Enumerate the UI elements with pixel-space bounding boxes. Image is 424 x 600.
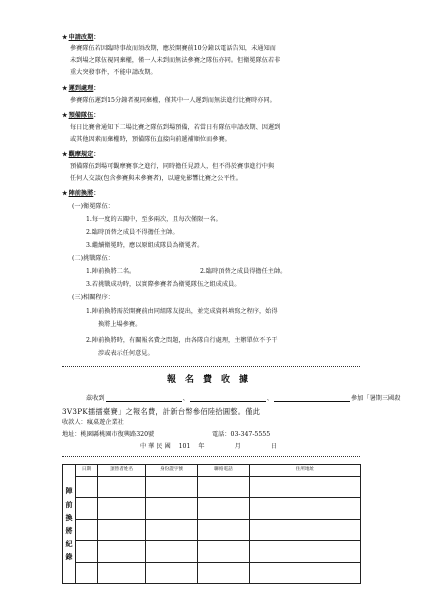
- table-cell[interactable]: [146, 519, 198, 540]
- table-cell[interactable]: [146, 541, 198, 562]
- name-blank-3[interactable]: [274, 395, 350, 402]
- section-text: 預備隊伍到場可觀摩賽事之進行，同時擔任見證人，但不得於賽事進行中與: [70, 163, 275, 170]
- subsection-title: (一)衛冕隊伍：: [72, 203, 114, 210]
- list-item: 2.陣前換將時，有關報名費之問題，由各隊自行處理，主辦單位不予干: [86, 337, 278, 344]
- section-heading: ★觀摩規定：: [62, 151, 100, 158]
- table-cell[interactable]: [198, 477, 250, 498]
- column-header: 身份證字號: [146, 465, 198, 477]
- column-header: 頂替者姓名: [98, 465, 146, 477]
- receipt-date: 中 華 民 國 101 年 月 日: [140, 443, 277, 450]
- table-cell[interactable]: [198, 562, 250, 584]
- section-text: 未到場之隊伍視同棄權，僅一人未到而無法參賽之隊伍亦同。但衛冕隊伍若非: [70, 57, 281, 64]
- section-text: 參賽隊伍遲到15分鐘者視同棄權，僅其中一人遲到而無法進行比賽時亦同。: [70, 97, 276, 104]
- table-cell[interactable]: [76, 519, 98, 540]
- cut-line: [62, 456, 360, 457]
- list-item: 換將上場參賽。: [98, 321, 142, 328]
- list-item: 2.臨時頂替之成員不得擔任主帥。: [86, 229, 179, 236]
- column-header: 聯絡電話: [198, 465, 250, 477]
- section-text: 重大突發事件，不能申請改期。: [70, 69, 157, 76]
- list-item: 1.每一度的五關中，至多兩次，且每次僅限一名。: [86, 216, 222, 223]
- table-cell[interactable]: [146, 562, 198, 584]
- star-bullet-icon: ★: [62, 112, 68, 119]
- table-cell[interactable]: [76, 477, 98, 498]
- receipt-line-2: 3V3PK擂擂臺賽」之報名費，計新台幣參佰陸拾圓整。僅此: [62, 407, 261, 416]
- table-cell[interactable]: [76, 498, 98, 519]
- table-cell[interactable]: [76, 541, 98, 562]
- table-cell[interactable]: [250, 498, 361, 519]
- table-cell[interactable]: [98, 562, 146, 584]
- table-cell[interactable]: [146, 477, 198, 498]
- star-bullet-icon: ★: [62, 34, 68, 41]
- table-cell[interactable]: [250, 519, 361, 540]
- receipt-title: 報名費收據: [166, 375, 257, 385]
- table-cell[interactable]: [98, 541, 146, 562]
- table-row: [63, 541, 361, 562]
- table-cell[interactable]: [250, 541, 361, 562]
- table-cell[interactable]: [250, 477, 361, 498]
- section-text: 參賽隊伍若因臨時事故而須改期，應於開賽前10分鐘以電話告知，未通知而: [70, 45, 276, 52]
- subsection-title: (三)相關程序：: [72, 294, 114, 301]
- table-cell[interactable]: [98, 519, 146, 540]
- table-cell[interactable]: [198, 519, 250, 540]
- section-text: 任何人交談(包含參賽與未參賽者)，以避免影響比賽之公平性。: [70, 175, 242, 182]
- list-item: 3.若挑戰成功時，以實際參賽者為衛冕隊伍之組成成員。: [86, 281, 241, 288]
- list-item: 1.陣前換將需於開賽前由同組隊友提出，並完成資料填寫之程序，始得: [86, 308, 278, 315]
- section-text: 或其他因素而棄權時，預備隊伍直接向前遞補順位而參賽。: [70, 136, 231, 143]
- list-item: 3.繼續衛冕時，應以原組成隊員為衛冕者。: [86, 242, 204, 249]
- table-cell[interactable]: [98, 498, 146, 519]
- receipt-address: 地址：桃園縣桃園市復興路320號: [62, 431, 155, 438]
- cut-line: [62, 366, 360, 367]
- table-cell[interactable]: [76, 562, 98, 584]
- column-header: 日期: [76, 465, 98, 477]
- list-item: 涉或表示任何意見。: [98, 350, 154, 357]
- section-heading: ★申請改期：: [62, 34, 100, 41]
- receipt-receiver: 收款人：瘋桌遊企業社: [62, 419, 124, 426]
- star-bullet-icon: ★: [62, 190, 68, 197]
- table-cell[interactable]: [198, 541, 250, 562]
- receipt-phone: 電話：03-347-5555: [212, 431, 271, 438]
- receipt-line-1: 茲收到 、 、 參加「暑期三國殺: [86, 394, 401, 402]
- section-heading: ★遲到處理：: [62, 85, 100, 92]
- star-bullet-icon: ★: [62, 151, 68, 158]
- side-label: 陣 前 換 將 紀 錄: [63, 465, 76, 584]
- table-row: [63, 562, 361, 584]
- table-cell[interactable]: [98, 477, 146, 498]
- section-heading: ★陣前換將：: [62, 190, 100, 197]
- section-text: 每日比賽會通知下二場比賽之隊伍到場預備，若當日有隊伍申請改期、因遲到: [70, 124, 281, 131]
- column-header: 住所地址: [250, 465, 361, 477]
- name-blank-2[interactable]: [190, 395, 266, 402]
- name-blank-1[interactable]: [106, 395, 182, 402]
- star-bullet-icon: ★: [62, 85, 68, 92]
- list-item: 1.陣前換將二名。: [86, 268, 136, 275]
- table-cell[interactable]: [146, 498, 198, 519]
- table-row: [63, 498, 361, 519]
- subsection-title: (二)挑戰隊伍：: [72, 255, 114, 262]
- table-cell[interactable]: [198, 498, 250, 519]
- table-row: [63, 477, 361, 498]
- table-cell[interactable]: [250, 562, 361, 584]
- substitution-record-table: [62, 464, 361, 584]
- section-heading: ★預備隊伍：: [62, 112, 100, 119]
- list-item: 2.臨時頂替之成員得擔任主帥。: [200, 268, 287, 275]
- table-row: [63, 519, 361, 540]
